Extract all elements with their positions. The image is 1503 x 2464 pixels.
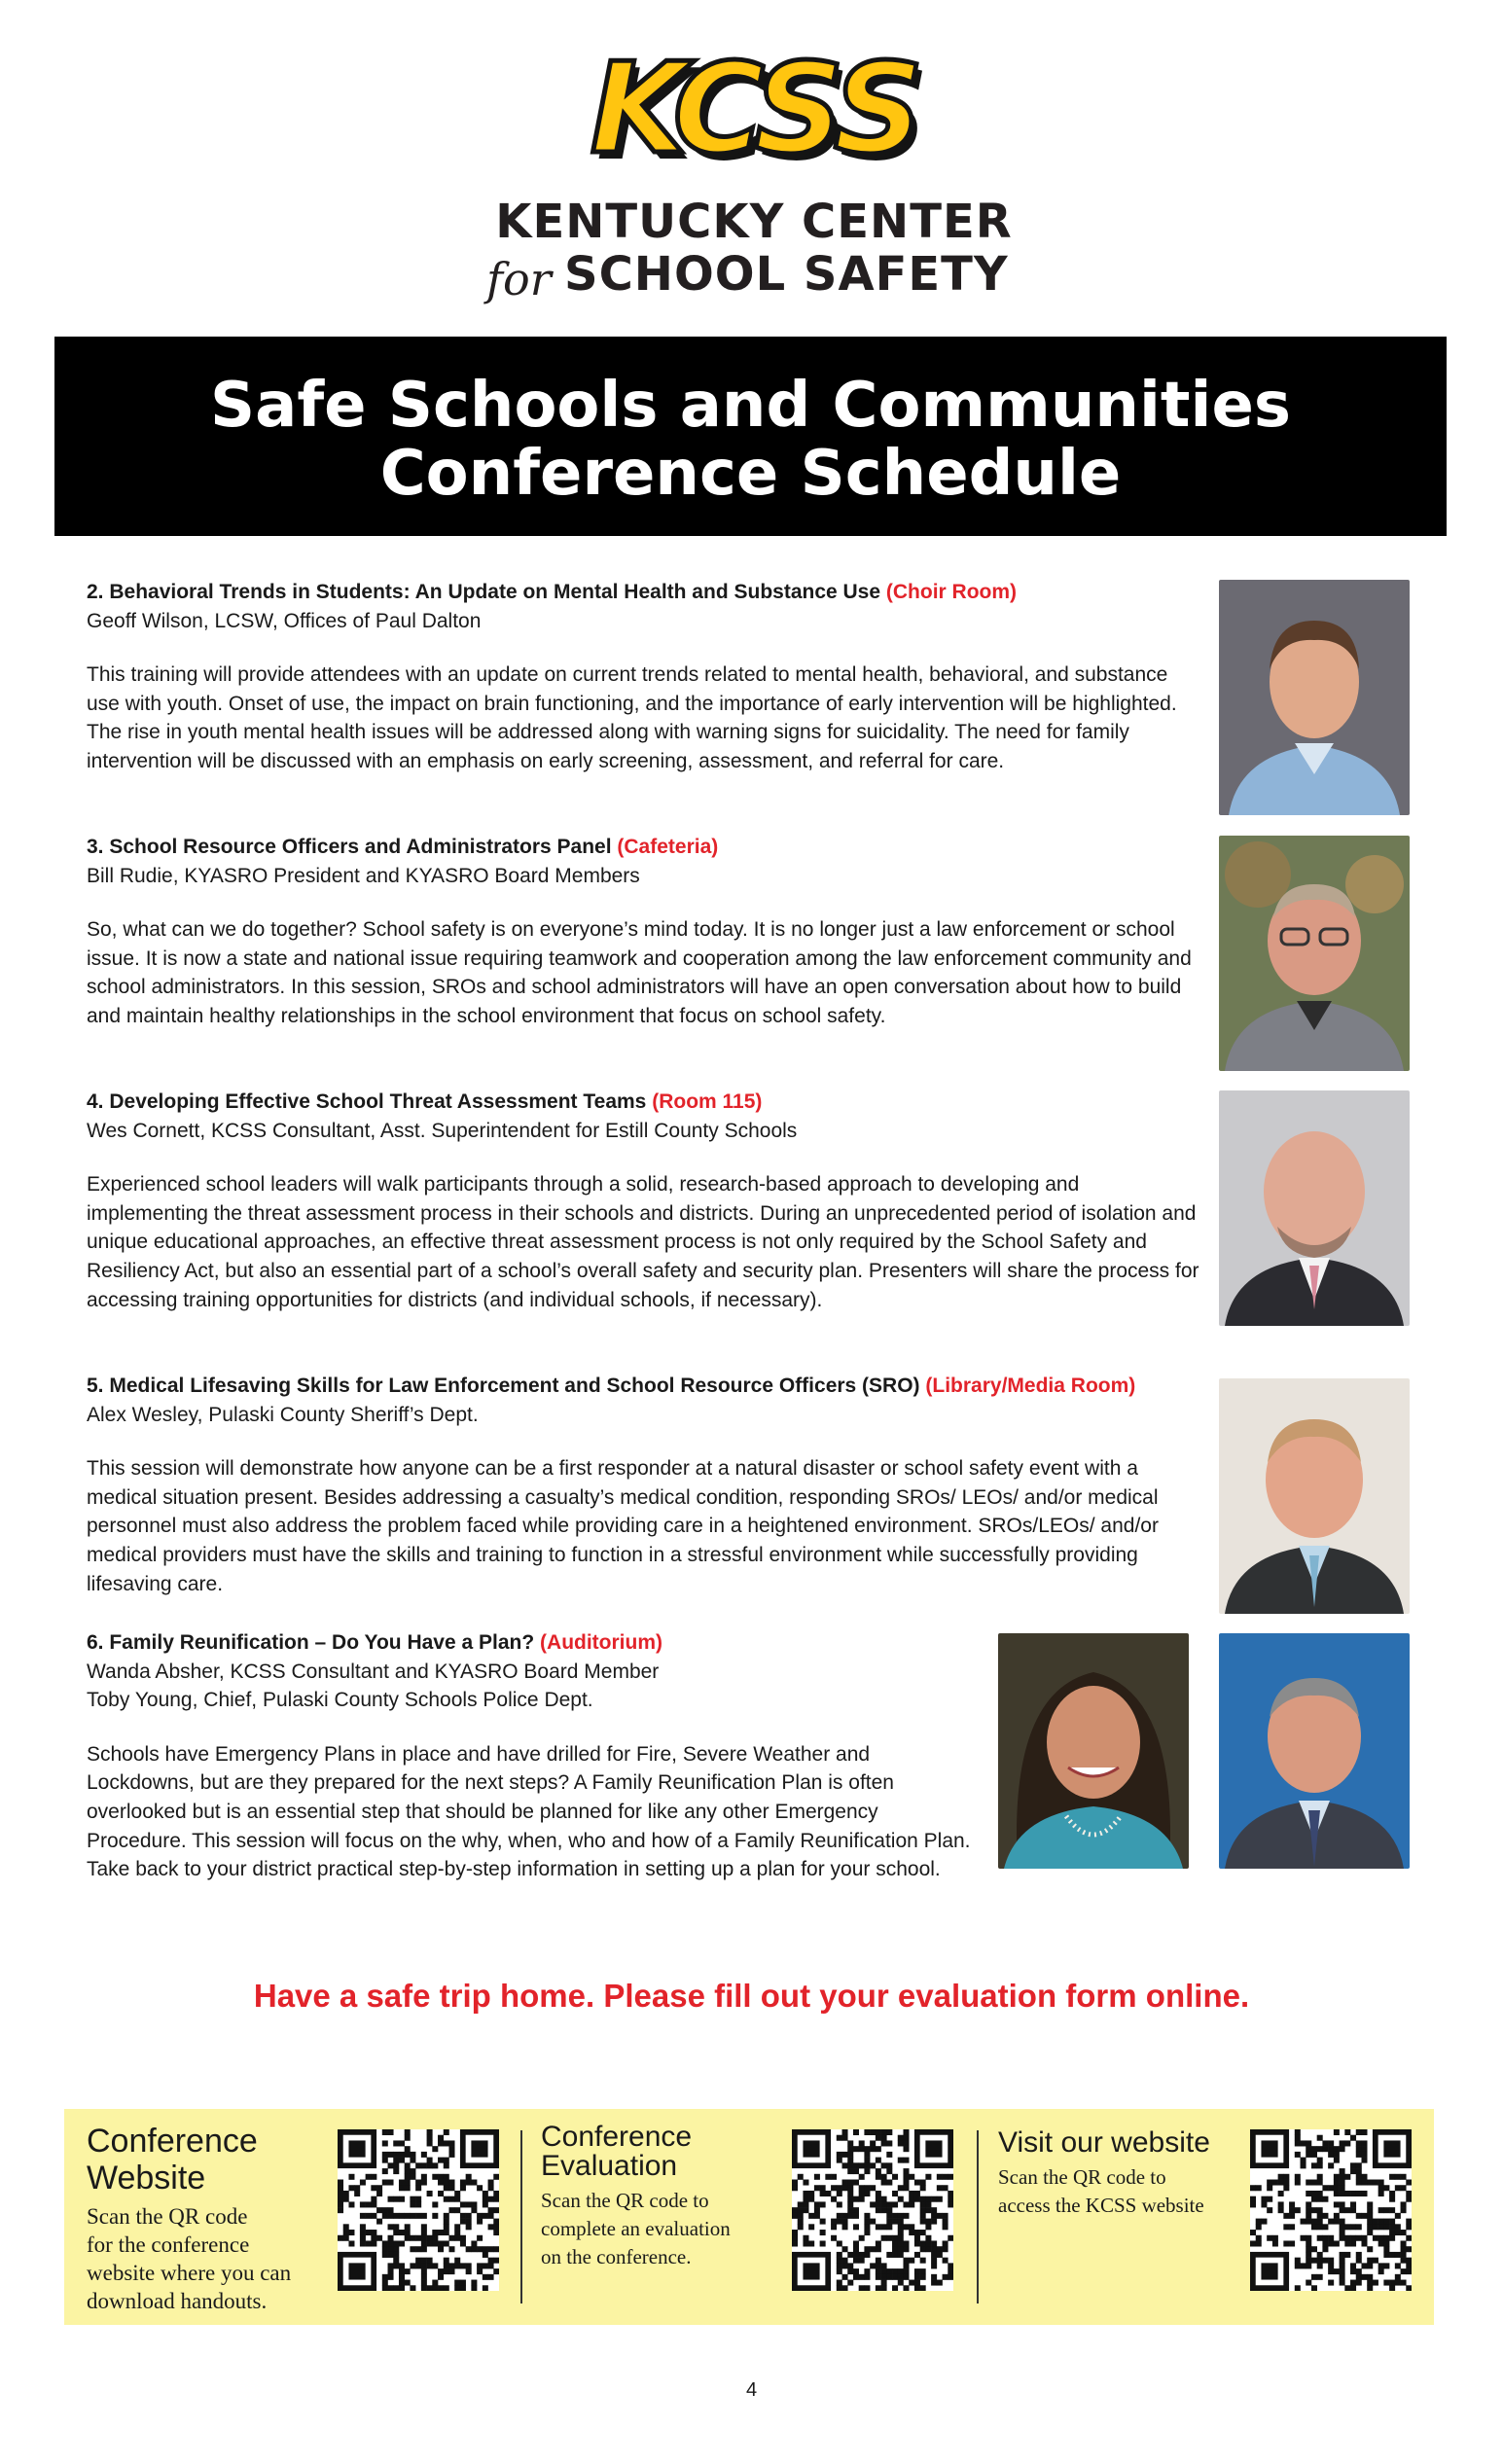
session-4: [87, 1088, 1200, 1314]
kcss-logo: [467, 37, 1041, 309]
session-room: (Auditorium): [540, 1631, 663, 1654]
logo-line-school-safety: [477, 247, 1031, 305]
conference-evaluation-qr-code[interactable]: [792, 2129, 953, 2291]
page-title-line1: Safe Schools and Communities: [210, 370, 1291, 442]
conference-evaluation-heading: [541, 2123, 794, 2181]
session-5: [87, 1372, 1205, 1598]
session-description: So, what can we do together? School safety is on everyone’s mind today. It is no longer just a law enforcement or school issue. It is now a state and national issue requiring teamwork and cooperation among the law enforcement community and school administrators. In this session, SROs and school administrators will have an open conversation about how to build and maintain healthy relationships in the school environment that focus on school safety.: [87, 918, 1192, 1027]
text-line: website where you can: [87, 2261, 292, 2285]
text-line: for the conference: [87, 2232, 250, 2257]
session-room: (Cafeteria): [617, 836, 719, 858]
session-presenter: Wanda Absher, KCSS Consultant and KYASRO Board Member: [87, 1660, 660, 1683]
logo-for-word: for: [486, 253, 552, 305]
session-description: Schools have Emergency Plans in place and have drilled for Fire, Severe Weather and Lockdowns, but are they prepared for the next steps? A Family Reunification Plan is often overlooked but is an essential step that should be planned for like any other Emergency Procedure. This session will focus on the why, when, who and how of a Family Reunification Plan. Take back to your district practical step-by-step information in setting up a plan for your school.: [87, 1742, 971, 1881]
session-title: 6. Family Reunification – Do You Have a Plan?: [87, 1631, 535, 1654]
text-line: Scan the QR code to: [541, 2189, 709, 2212]
heading-line: Conference: [541, 2121, 693, 2153]
session-description: This session will demonstrate how anyone can be a first responder at a natural disaster or school safety event with a medical situation present. Besides addressing a casualty’s medical condition, responding SROs/ LEOs/ and/or medical personnel must also address the problem faced while providing care in a heightened environment. SROs/LEOs/ and/or medical providers must have the skills and training to function in a stressful environment while successfully providing lifesaving care.: [87, 1457, 1159, 1595]
kcss-website-heading: Visit our website: [998, 2126, 1210, 2159]
page-title-line2: Conference Schedule: [379, 438, 1122, 510]
text-line: on the conference.: [541, 2245, 692, 2268]
text-line: Scan the QR code to: [998, 2165, 1166, 2189]
heading-line: Conference: [87, 2123, 258, 2160]
session-room: (Room 115): [652, 1090, 763, 1113]
footer-divider: [977, 2130, 979, 2303]
session-presenter: Wes Cornett, KCSS Consultant, Asst. Superintendent for Estill County Schools: [87, 1119, 798, 1142]
session-presenter: Bill Rudie, KYASRO President and KYASRO Board Members: [87, 864, 640, 887]
presenter-photo-wes-cornett: [1219, 1090, 1410, 1326]
session-room: (Library/Media Room): [925, 1375, 1136, 1397]
conference-evaluation-text: [541, 2187, 794, 2271]
conference-website-block: [87, 2109, 378, 2325]
session-6: [87, 1628, 991, 1884]
conference-website-qr-code[interactable]: [338, 2129, 499, 2291]
session-title: 4. Developing Effective School Threat Assessment Teams: [87, 1090, 647, 1113]
logo-acronym: KCSS: [590, 37, 918, 182]
page-number: 4: [745, 2379, 758, 2401]
logo-line-kentucky-center: KENTUCKY CENTER: [495, 195, 1013, 249]
kcss-website-text: [998, 2163, 1251, 2220]
presenter-photo-wanda-absher: [998, 1633, 1189, 1869]
session-room: (Choir Room): [885, 581, 1018, 603]
session-title: 3. School Resource Officers and Administrators Panel: [87, 836, 612, 858]
text-line: complete an evaluation: [541, 2217, 731, 2240]
text-line: access the KCSS website: [998, 2194, 1204, 2217]
session-presenter: Geoff Wilson, LCSW, Offices of Paul Dalton: [87, 609, 482, 632]
session-description: This training will provide attendees with an update on current trends related to mental health, behavioral, and substance use with youth. Onset of use, the impact on brain functioning, and the importance of early intervention will be highlighted. The rise in youth mental health issues will be addressed along with warning signs for suicidality. The need for family intervention will be discussed with an emphasis on early screening, assessment, and referral for care.: [87, 663, 1177, 772]
session-title: 2. Behavioral Trends in Students: An Update on Mental Health and Substance Use: [87, 581, 881, 603]
closing-message: Have a safe trip home. Please fill out your evaluation form online.: [253, 1978, 1250, 2014]
session-2: [87, 578, 1205, 776]
text-line: Scan the QR code: [87, 2204, 248, 2229]
session-3: [87, 833, 1205, 1031]
footer-qr-box: [64, 2109, 1434, 2325]
session-presenter: Toby Young, Chief, Pulaski County Schools Police Dept.: [87, 1689, 593, 1712]
heading-line: Evaluation: [541, 2150, 678, 2182]
kcss-website-block: [998, 2109, 1251, 2325]
footer-divider: [520, 2130, 522, 2303]
conference-evaluation-block: [541, 2109, 794, 2325]
title-banner: [54, 337, 1447, 536]
session-presenter: Alex Wesley, Pulaski County Sheriff’s Dept.: [87, 1403, 479, 1426]
conference-website-text: [87, 2202, 378, 2315]
conference-website-heading: [87, 2123, 378, 2196]
logo-school-safety: SCHOOL SAFETY: [564, 247, 1009, 302]
session-title: 5. Medical Lifesaving Skills for Law Enforcement and School Resource Officers (SRO): [87, 1375, 920, 1397]
session-description: Experienced school leaders will walk participants through a solid, research-based approach to developing and implementing the threat assessment process in their schools and districts. During an unprecedented period of isolation and unique educational approaches, an effective threat assessment process is not only required by the School Safety and Resiliency Act, but also an essential part of a school’s overall safety and security plan. Presenters will share the process for accessing training opportunities for districts (and individual schools, if necessary).: [87, 1173, 1199, 1311]
heading-line: Website: [87, 2160, 206, 2196]
kcss-website-qr-code[interactable]: [1250, 2129, 1412, 2291]
presenter-photo-geoff-wilson: [1219, 580, 1410, 815]
presenter-photo-toby-young: [1219, 1633, 1410, 1869]
presenter-photo-bill-rudie: [1219, 836, 1410, 1071]
presenter-photo-alex-wesley: [1219, 1378, 1410, 1614]
text-line: download handouts.: [87, 2289, 268, 2313]
